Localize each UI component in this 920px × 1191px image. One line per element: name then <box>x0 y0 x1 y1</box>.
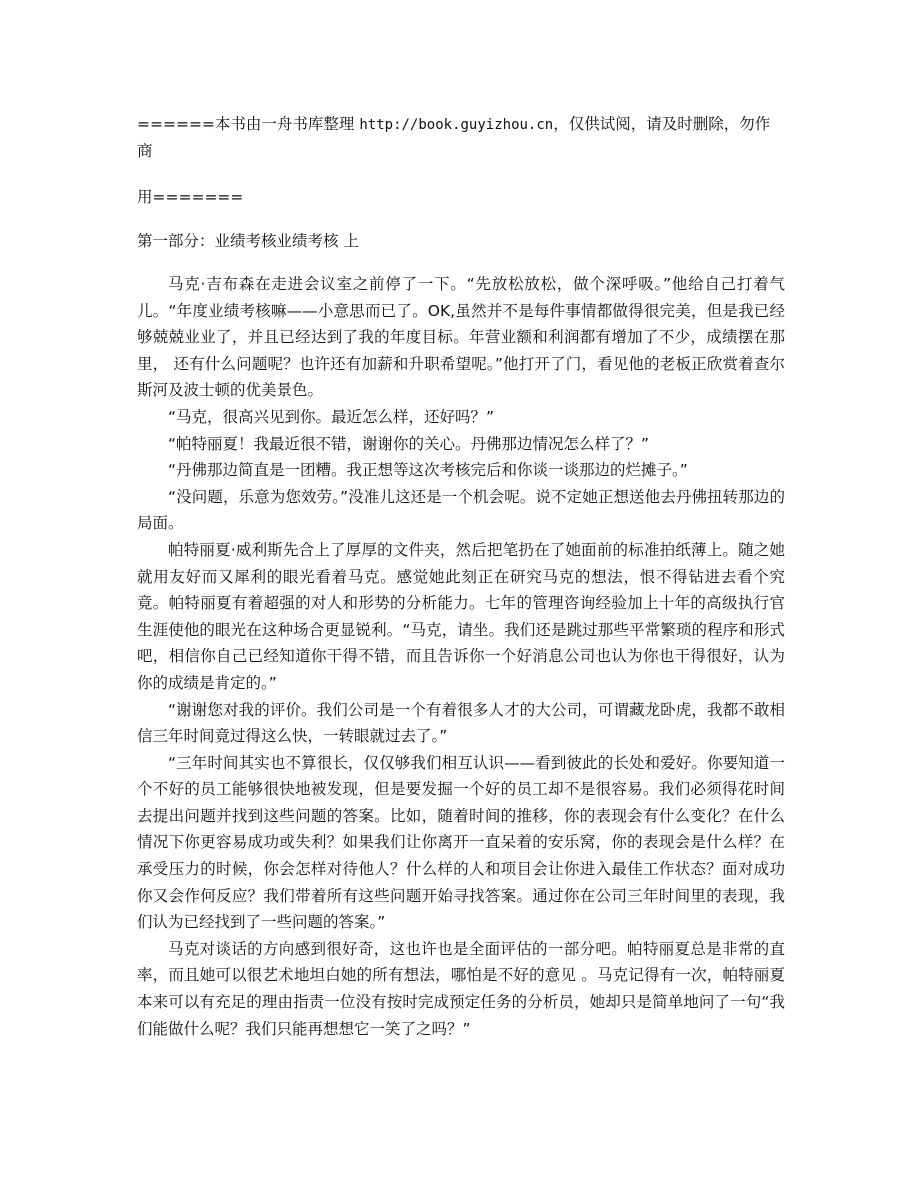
header-notice-prefix: ======本书由一舟书库整理 <box>137 115 360 133</box>
paragraph: “丹佛那边简直是一团糟。我正想等这次考核完后和你谈一谈那边的烂摊子。” <box>168 461 688 480</box>
paragraph: “帕特丽夏！我最近很不错，谢谢你的关心。丹佛那边情况怎么样了？” <box>168 434 650 453</box>
header-notice-line-2: 商 <box>137 142 153 160</box>
header-notice-url: http://book.guyizhou.cn <box>359 117 554 133</box>
paragraph: “马克，很高兴见到你。最近怎么样，还好吗？” <box>168 407 495 426</box>
header-notice-suffix: ，仅供试阅，请及时删除，勿作 <box>553 115 771 133</box>
paragraph: “没问题，乐意为您效劳。”没准儿这还是一个机会呢。说不定她正想送他去丹佛扭转那边的局面。 <box>137 487 785 533</box>
paragraph: “三年时间其实也不算很长，仅仅够我们相互认识——看到彼此的长处和爱好。你要知道一个不好的员工能够很快地被发现，但是要发掘一个好的员工却不是很容易。我们必须得花时间去提出问题并找到这些问题的答案。比如，随着时间的推移，你的表现会有什么变化？在什么情况下你更容易成功或失利？如果我们让你离开一直呆着的安乐窝，你的表现会是什么样？在承受压力的时候，你会怎样对待他人？什么样的人和项目会让你进入最佳工作状态？面对成功你又会作何反应？我们带着所有这些问题开始寻找答案。通过你在公司三年时间里的表现，我们认为已经找到了一些问题的答案。” <box>137 753 785 932</box>
chapter-title: 第一部分：业绩考核业绩考核 上 <box>137 232 359 250</box>
body-text <box>137 271 785 1042</box>
paragraph: “谢谢您对我的评价。我们公司是一个有着很多人才的大公司，可谓藏龙卧虎，我都不敢相信三年时间竟过得这么快，一转眼就过去了。” <box>137 700 785 746</box>
header-notice-line-1 <box>137 113 785 136</box>
header-notice-line-3: 用======= <box>137 188 244 206</box>
paragraph: 马克·吉布森在走进会议室之前停了一下。“先放松放松，做个深呼吸。”他给自己打着气儿。“年度业绩考核嘛——小意思而已了。OK,虽然并不是每件事情都做得很完美，但是我已经够兢兢业业了，并且已经达到了我的年度目标。年营业额和利润都有增加了不少，成绩摆在那里， 还有什么问题呢？也许还有加薪和升职希望呢。”他打开了门，看见他的老板正欣赏着查尔斯河及波士顿的优美景色。 <box>137 275 785 400</box>
paragraph: 帕特丽夏·威利斯先合上了厚厚的文件夹，然后把笔扔在了她面前的标准拍纸薄上。随之她就用友好而又犀利的眼光看着马克。感觉她此刻正在研究马克的想法，恨不得钻进去看个究竟。帕特丽夏有着超强的对人和形势的分析能力。七年的管理咨询经验加上十年的高级执行官生涯使他的眼光在这种场合更显锐利。“马克，请坐。我们还是跳过那些平常繁琐的程序和形式吧，相信你自己已经知道你干得不错，而且告诉你一个好消息公司也认为你也干得很好，认为你的成绩是肯定的。” <box>137 540 785 692</box>
paragraph: 马克对谈话的方向感到很好奇，这也许也是全面评估的一部分吧。帕特丽夏总是非常的直率，而且她可以很艺术地坦白她的所有想法，哪怕是不好的意见 。马克记得有一次，帕特丽夏本来可以有充足的理由指责一位没有按时完成预定任务的分析员，她却只是简单地问了一句“我们能做什么呢？我们只能再想想它一笑了之吗？” <box>137 939 785 1038</box>
